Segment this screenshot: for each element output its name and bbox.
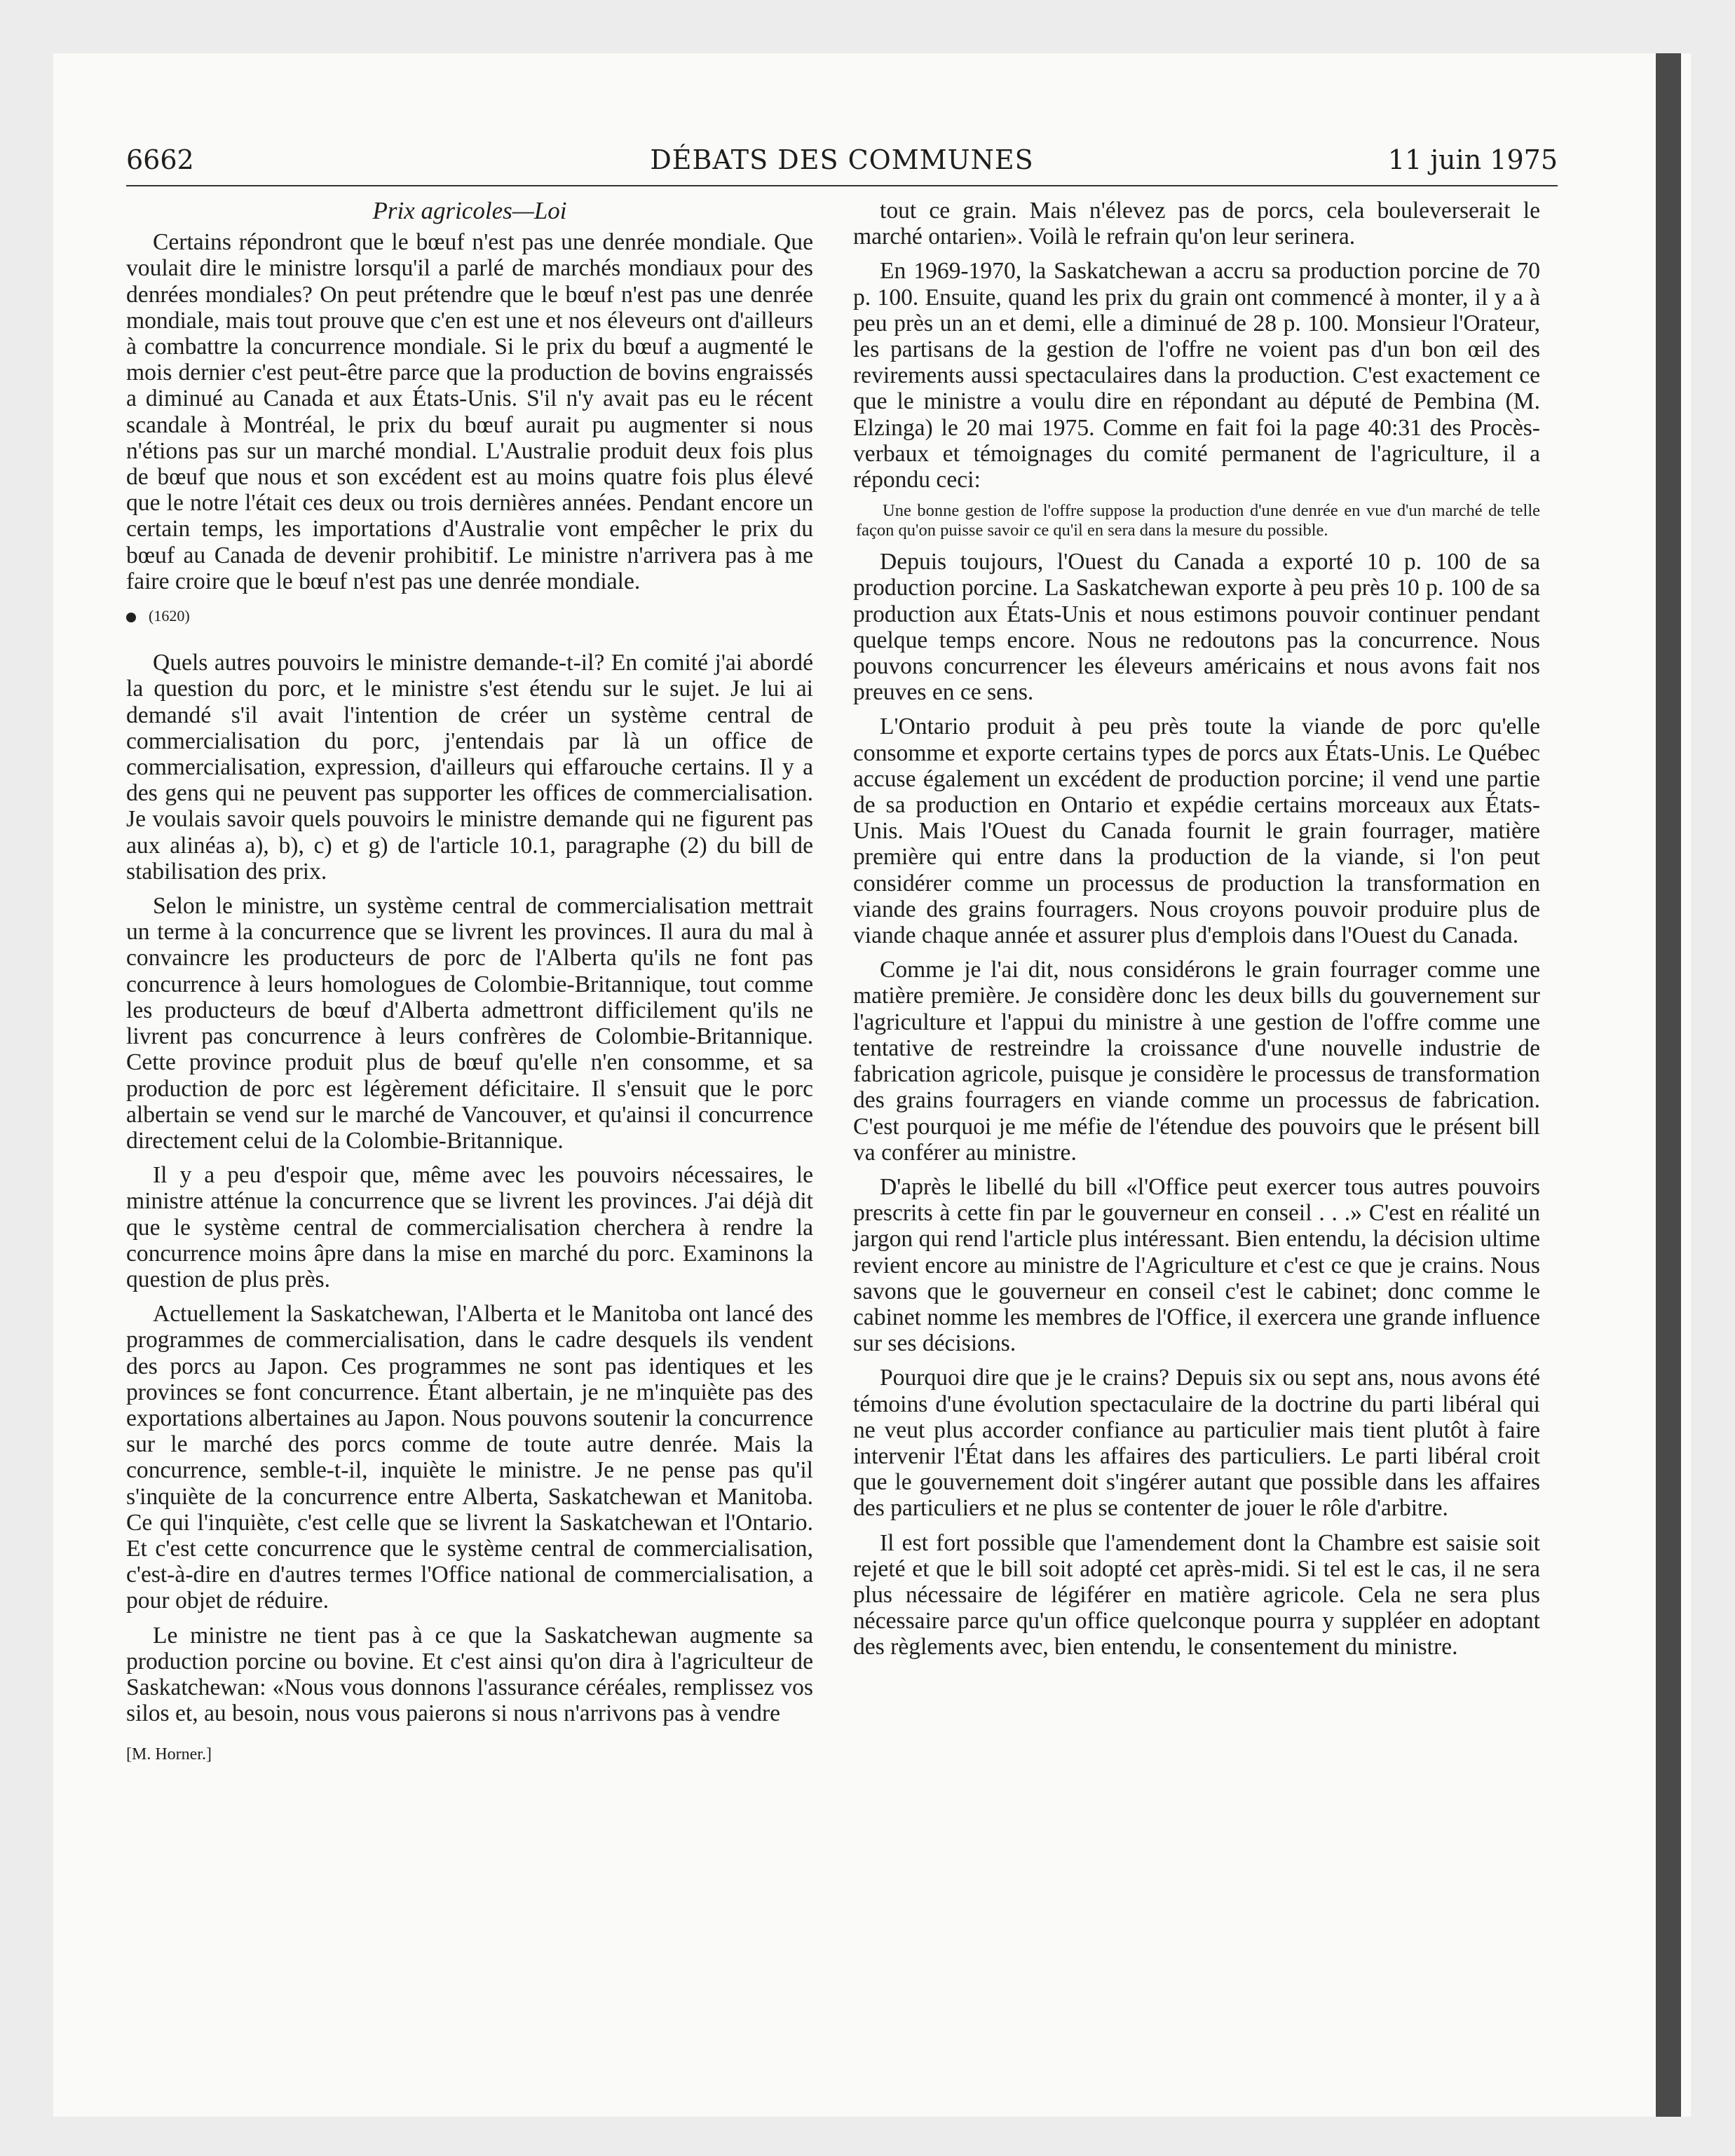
time-marker-text: (1620) — [149, 607, 190, 625]
paragraph: En 1969-1970, la Saskatchewan a accru sa production porcine de 70 p. 100. Ensuite, quand les prix du grain ont commencé à monter, il y a à peu près un an et demi, elle a diminué de 28 p. 100. Monsieur l'Orateur, les partisans de la gestion de l'offre ne voient pas d'un bon œil des revirements aussi spectaculaires dans la production. C'est exactement ce que le ministre a voulu dire en répondant au député de Pembina (M. Elzinga) le 20 mai 1975. Comme en fait foi la page 40:31 des Procès-verbaux et témoignages du comité permanent de l'agriculture, il a répondu ceci: — [853, 258, 1540, 493]
paragraph: Certains répondront que le bœuf n'est pas une denrée mondiale. Que voulait dire le ministre lorsqu'il a parlé de marchés mondiaux pour des denrées mondiales? On peut prétendre que le bœuf n'est pas une denrée mondiale, mais tout prouve que c'en est une et nos éleveurs ont d'ailleurs à combattre la concurrence mondiale. Si le prix du bœuf a augmenté le mois dernier c'est peut-être parce que la production de bovins engraissés a diminué au Canada et aux États-Unis. S'il n'y avait pas eu le récent scandale à Montréal, le prix du bœuf aurait pu augmenter si nous n'étions pas sur un marché mondial. L'Australie produit deux fois plus de bœuf que nous et son excédent est au moins quatre fois plus élevé que le notre l'était ces deux ou trois dernières années. Pendant encore un certain temps, les importations d'Australie vont empêcher le prix du bœuf au Canada de devenir prohibitif. Le ministre n'arrivera pas à me faire croire que le bœuf n'est pas une denrée mondiale. — [126, 229, 813, 594]
right-column — [853, 198, 1540, 1669]
bullet-dot-icon — [126, 613, 136, 622]
page-number: 6662 — [126, 144, 194, 175]
speaker-attribution: [M. Horner.] — [126, 1745, 212, 1764]
paragraph: Il est fort possible que l'amendement dont la Chambre est saisie soit rejeté et que le bill soit adopté cet après-midi. Si tel est le cas, il ne sera plus nécessaire de légiférer en matière agricole. Cela ne sera plus nécessaire parce qu'un office quelconque pourra y suppléer en adoptant des règlements avec, bien entendu, le consentement du ministre. — [853, 1529, 1540, 1660]
page-header — [126, 140, 1558, 186]
left-column — [126, 198, 813, 1768]
paragraph: Actuellement la Saskatchewan, l'Alberta et le Manitoba ont lancé des programmes de commercialisation, dans le cadre desquels ils vendent des porcs au Japon. Ces programmes ne sont pas identiques et les provinces se font concurrence. Étant albertain, je ne m'inquiète pas des exportations albertaines au Japon. Nous pouvons soutenir la concurrence sur le marché des porcs comme de toute autre denrée. Mais la concurrence, semble-t-il, inquiète le ministre. Je ne pense pas qu'il s'inquiète de la concurrence entre Alberta, Saskatchewan et Manitoba. Ce qui l'inquiète, c'est celle que se livrent la Saskatchewan et l'Ontario. Et c'est cette concurrence que le système central de commercialisation, c'est-à-dire en d'autres termes l'Office national de commercialisation, a pour objet de réduire. — [126, 1301, 813, 1614]
paragraph: Comme je l'ai dit, nous considérons le grain fourrager comme une matière première. Je considère donc les deux bills du gouvernement sur l'agriculture et l'appui du ministre à une gestion de l'offre comme une tentative de restreindre la croissance d'une nouvelle industrie de fabrication agricole, puisque je considère le processus de transformation des grains fourragers en viande comme un processus de fabrication. C'est pourquoi je me méfie de l'étendue des pouvoirs que le présent bill va conférer au ministre. — [853, 957, 1540, 1166]
paragraph: Selon le ministre, un système central de commercialisation mettrait un terme à la concurrence que se livrent les provinces. Il aura du mal à convaincre les producteurs de porc de l'Alberta qu'ils ne font pas concurrence à leurs homologues de Colombie-Britannique, tout comme les producteurs de bœuf d'Alberta admettront difficilement qu'ils ne livrent pas concurrence à leurs confrères de Colombie-Britannique. Cette province produit plus de bœuf qu'elle n'en consomme, et sa production de porc est légèrement déficitaire. Il s'ensuit que le porc albertain se vend sur le marché de Vancouver, et qu'ainsi il concurrence directement celui de la Colombie-Britannique. — [126, 893, 813, 1154]
publication-title: DÉBATS DES COMMUNES — [650, 144, 1034, 175]
issue-date: 11 juin 1975 — [1387, 144, 1558, 175]
paragraph: L'Ontario produit à peu près toute la viande de porc qu'elle consomme et exporte certains types de porcs aux États-Unis. Le Québec accuse également un excédent de production porcine; il vend une partie de sa production en Ontario et expédie certains morceaux aux États-Unis. Mais l'Ouest du Canada fournit le grain fourrager, matière première qui entre dans la production de la viande, si l'on peut considérer comme un processus de production la transformation en viande des grains fourragers. Nous croyons pouvoir produire plus de viande chaque année et assurer plus d'emplois dans l'Ouest du Canada. — [853, 714, 1540, 949]
paragraph: Pourquoi dire que je le crains? Depuis six ou sept ans, nous avons été témoins d'une évolution spectaculaire de la doctrine du parti libéral qui ne veut plus accorder confiance au particulier mais tient plutôt à faire intervenir l'État dans les affaires des particuliers. Le parti libéral croit que le gouvernement doit s'ingérer autant que possible dans les affaires des particuliers et ne plus se contenter de jouer le rôle d'arbitre. — [853, 1365, 1540, 1522]
paragraph: Depuis toujours, l'Ouest du Canada a exporté 10 p. 100 de sa production porcine. La Saskatchewan exporte à peu près 10 p. 100 de sa production aux États-Unis et nous estimons pouvoir continuer pendant quelque temps encore. Nous ne redoutons pas la concurrence. Nous pouvons concurrencer les éleveurs américains et nous avons fait nos preuves en ce sens. — [853, 549, 1540, 706]
right-paragraphs-after — [853, 549, 1540, 1660]
right-paragraphs-before — [853, 198, 1540, 493]
scan-edge-bar — [1656, 53, 1681, 2117]
paragraph: Quels autres pouvoirs le ministre demande-t-il? En comité j'ai abordé la question du porc, et le ministre s'est étendu sur le sujet. Je lui ai demandé s'il avait l'intention de créer un système central de commercialisation du porc, j'entendais par là un office de commercialisation, expression, d'ailleurs qui effarouche certains. Il y a des gens qui ne peuvent pas supporter les offices de commercialisation. Je voulais savoir quels pouvoirs le ministre demande qui ne figurent pas aux alinéas a), b), c) et g) de l'article 10.1, paragraphe (2) du bill de stabilisation des prix. — [126, 650, 813, 885]
left-paragraphs-after — [126, 650, 813, 1726]
paragraph: Il y a peu d'espoir que, même avec les pouvoirs nécessaires, le ministre atténue la concurrence que se livrent les provinces. J'ai déjà dit que le système central de commercialisation cherchera à rendre la concurrence moins âpre dans la mise en marché du porc. Examinons la question de plus près. — [126, 1162, 813, 1292]
paragraph: D'après le libellé du bill «l'Office peut exercer tous autres pouvoirs prescrits à cette fin par le gouverneur en conseil . . .» C'est en réalité un jargon qui rend l'article plus intéressant. Bien entendu, la décision ultime revient encore au ministre de l'Agriculture et c'est ce que je crains. Nous savons que le gouverneur en conseil c'est le cabinet; donc comme le cabinet nomme les membres de l'Office, il exercera une grande influence sur ses décisions. — [853, 1173, 1540, 1357]
paragraph: Le ministre ne tient pas à ce que la Saskatchewan augmente sa production porcine ou bovine. Et c'est ainsi qu'on dira à l'agriculteur de Saskatchewan: «Nous vous donnons l'assurance céréales, remplissez vos silos et, au besoin, nous vous paierons si nous n'arrivons pas à vendre — [126, 1622, 813, 1727]
time-marker — [126, 603, 813, 629]
paragraph: tout ce grain. Mais n'élevez pas de porcs, cela bouleverserait le marché ontarien». Voilà le refrain qu'on leur serinera. — [853, 198, 1540, 250]
left-paragraphs-before — [126, 229, 813, 594]
block-quote: Une bonne gestion de l'offre suppose la production d'une denrée en vue d'un marché de telle façon qu'on puisse savoir ce qu'il en sera dans la mesure du possible. — [856, 501, 1540, 540]
section-title: Prix agricoles—Loi — [372, 197, 567, 224]
